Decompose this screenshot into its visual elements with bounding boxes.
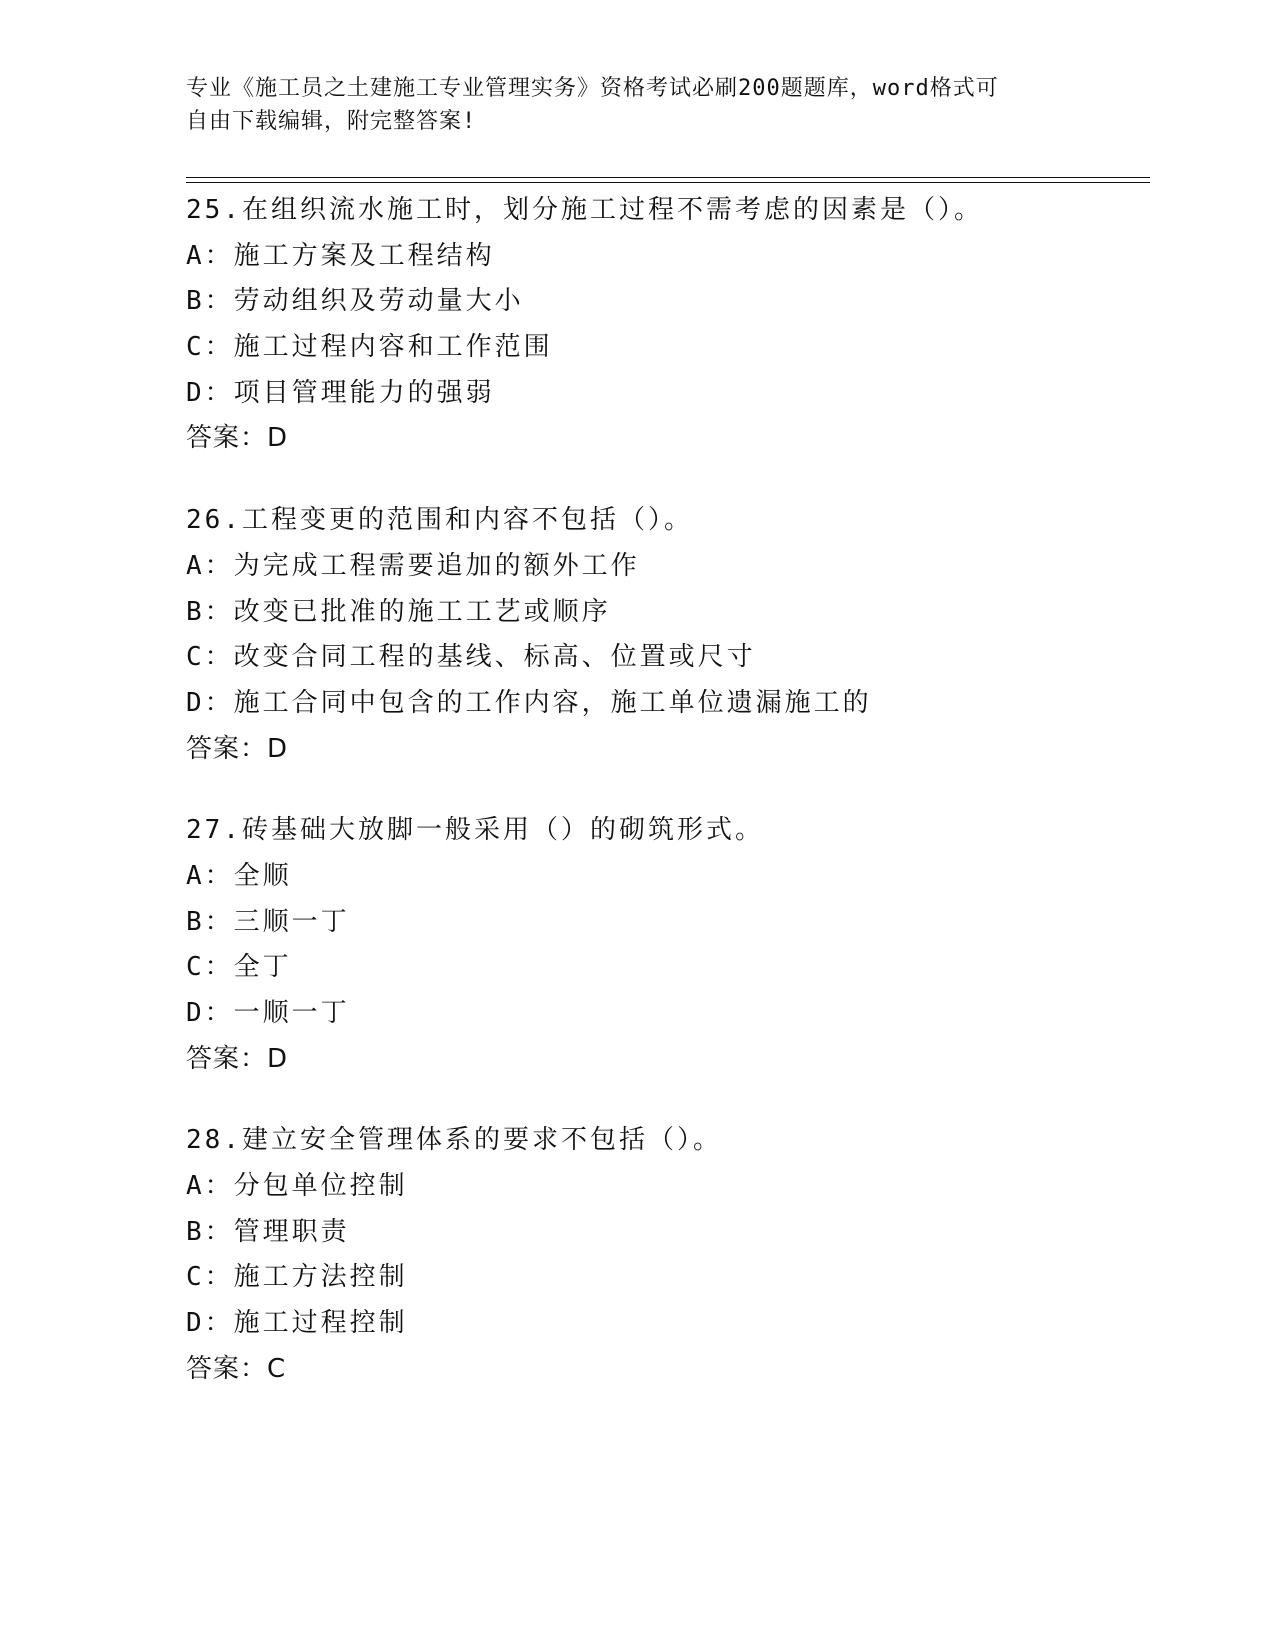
question-stem: 27.砖基础大放脚一般采用（）的砌筑形式。 [186,815,764,846]
option-b: B：三顺一丁 [186,906,350,937]
header-divider-bottom [186,182,1150,183]
option-d: D：项目管理能力的强弱 [186,377,495,408]
question-25 [186,188,1150,462]
option-c: C：施工方法控制 [186,1262,408,1293]
option-a: A：分包单位控制 [186,1171,408,1202]
question-28 [186,1118,1150,1392]
question-stem: 25.在组织流水施工时，划分施工过程不需考虑的因素是（）。 [186,195,983,225]
answer-value: D [267,733,288,764]
answer-line [186,416,1150,462]
document-header [186,72,1066,138]
question-27 [186,808,1150,1082]
option-d: D：施工过程控制 [186,1308,408,1339]
option-a: A：施工方案及工程结构 [186,240,495,271]
option-a: A：全顺 [186,860,292,891]
header-line-2: 自由下载编辑，附完整答案! [186,109,477,134]
answer-value: D [267,423,288,454]
question-stem: 28.建立安全管理体系的要求不包括（）。 [186,1125,722,1156]
answer-label: 答案： [186,733,268,764]
option-c: C：施工过程内容和工作范围 [186,332,553,363]
answer-value: C [267,1353,286,1384]
answer-line [186,727,1150,773]
option-c: C：改变合同工程的基线、标高、位置或尺寸 [186,642,756,673]
answer-line [186,1347,1150,1393]
option-b: B：管理职责 [186,1216,350,1247]
header-divider-top [186,177,1150,178]
option-d: D：一顺一丁 [186,998,350,1028]
option-a: A：为完成工程需要追加的额外工作 [186,550,640,581]
option-d: D：施工合同中包含的工作内容，施工单位遗漏施工的 [186,687,872,718]
header-line-1: 专业《施工员之土建施工专业管理实务》资格考试必刷200题题库，word格式可 [186,76,999,101]
answer-label: 答案： [186,1043,268,1074]
answer-label: 答案： [186,1353,268,1384]
question-stem: 26.工程变更的范围和内容不包括（）。 [186,505,693,536]
answer-value: D [267,1043,288,1074]
question-list [186,188,1150,1393]
option-b: B：劳动组织及劳动量大小 [186,286,524,317]
option-b: B：改变已批准的施工工艺或顺序 [186,596,611,627]
answer-line [186,1037,1150,1083]
question-26 [186,498,1150,772]
answer-label: 答案： [186,423,268,454]
option-c: C：全丁 [186,952,292,983]
